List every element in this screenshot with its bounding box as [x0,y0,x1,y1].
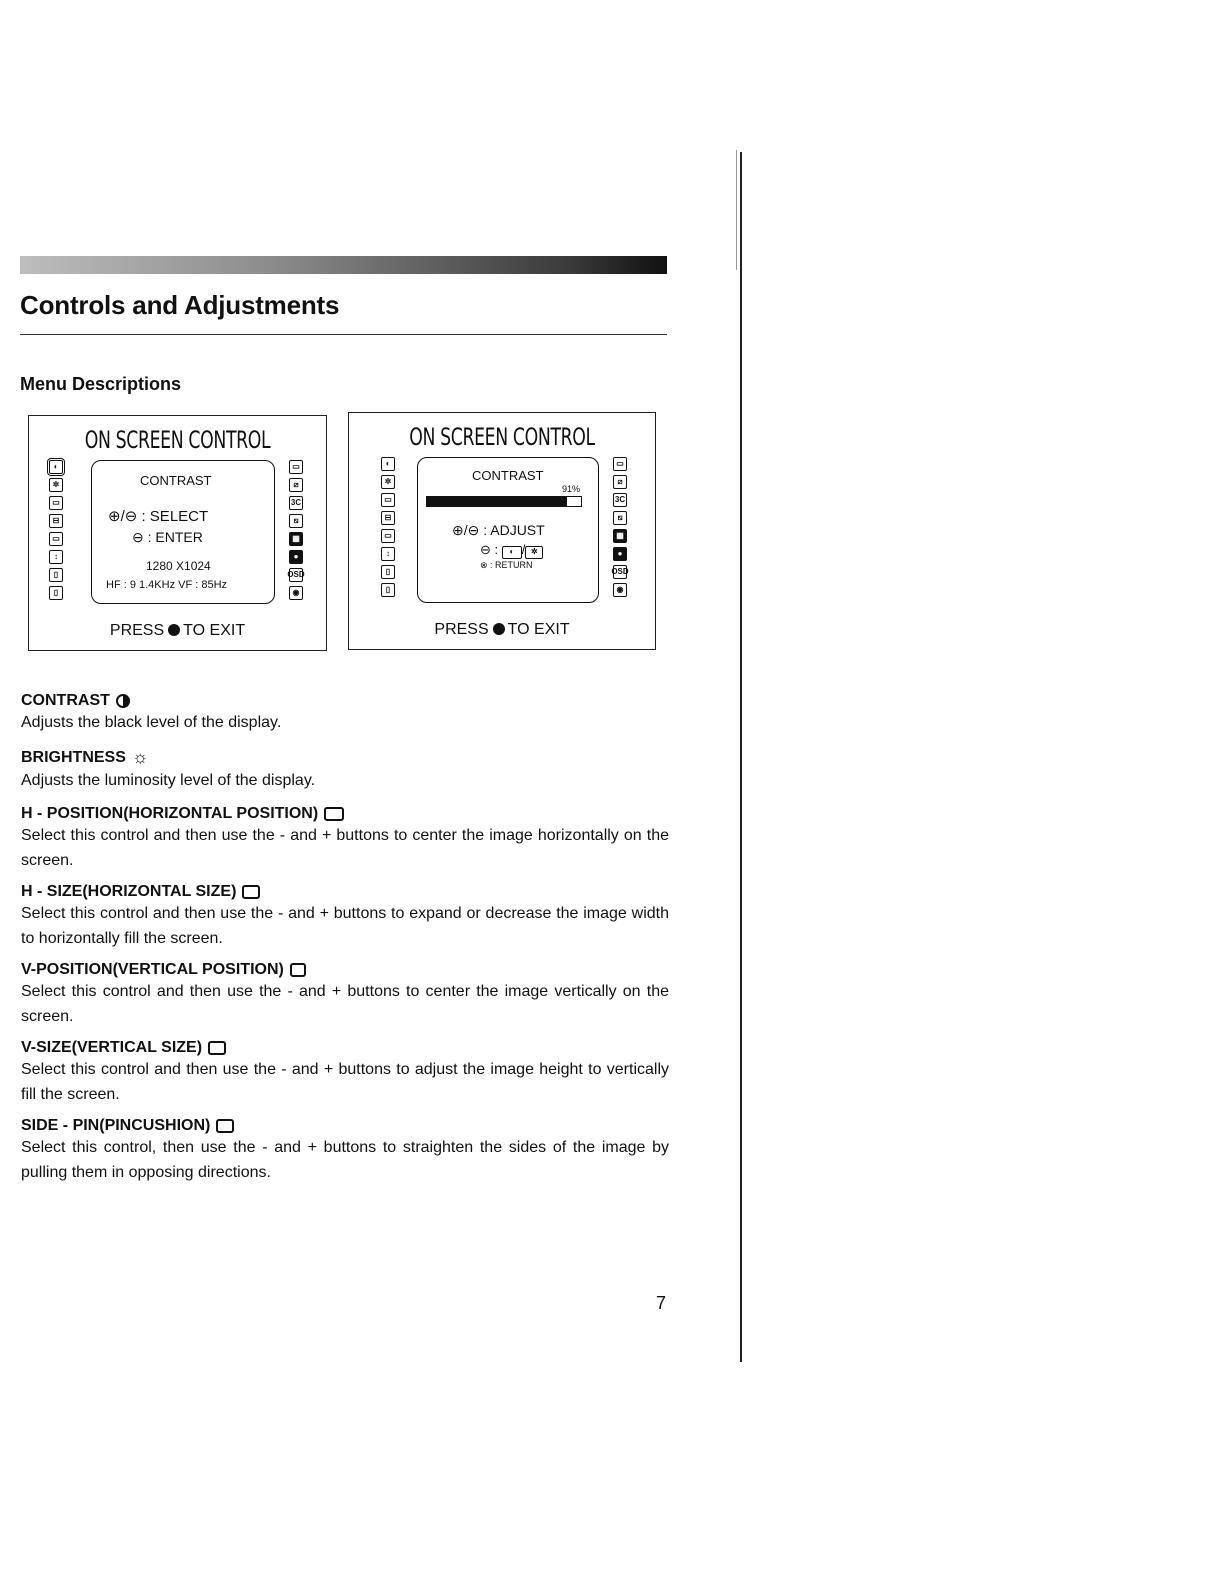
section-v-size [21,1039,669,1107]
exit-hint [349,621,655,639]
osd-info-box [91,460,275,604]
contrast-level-fill [427,497,567,506]
rotation-icon: ⧄ [289,478,303,492]
header-bar [20,256,667,274]
color-temp-icon: 3C [613,493,627,507]
h-size-icon: ⊟ [49,514,63,528]
section-heading: V-POSITION(VERTICAL POSITION) [21,961,284,978]
degauss-icon: ⧅ [289,514,303,528]
osd-menu-panel [28,415,327,651]
exit-button-icon [493,623,505,635]
section-text: Select this control, then use the - and + buttons to straighten the sides of the image by pulling them in opposing directions. [21,1139,669,1181]
h-size-icon: ⊟ [381,511,395,525]
v-position-icon: ▭ [49,532,63,546]
binding-line-faint [736,150,737,270]
v-position-icon [290,963,306,977]
osd-adjust-panel [348,412,656,650]
return-row: ⊗ : RETURN [480,560,533,570]
tilt-icon: ▭ [613,457,627,471]
osd-left-icons [381,457,395,597]
contrast-level-bar [426,496,582,507]
section-text: Select this control and then use the - and + buttons to expand or decrease the image width to horizontally fill the screen. [21,905,669,947]
section-heading: H - POSITION(HORIZONTAL POSITION) [21,805,319,822]
section-text: Adjusts the luminosity level of the display. [21,772,316,789]
resolution-readout: 1280 X1024 [146,559,211,573]
osd-item-label: CONTRAST [472,468,544,483]
brightness-icon: ✲ [49,478,63,492]
title-rule [20,334,667,335]
descriptions [21,692,669,1185]
language-icon: ◉ [289,586,303,600]
recall-icon: ● [613,547,627,561]
section-h-size [21,883,669,951]
degauss-icon: ⧅ [613,511,627,525]
section-contrast [21,692,669,735]
moire-icon: ▦ [613,529,627,543]
select-instruction: ⊕/⊖ : SELECT [108,508,209,525]
trapezoid-icon: ▯ [381,583,395,597]
exit-button-icon [168,624,180,636]
section-brightness [21,747,669,793]
osd-adjust-box [417,457,599,603]
exit-hint-press: PRESS [434,621,489,638]
section-heading: V-SIZE(VERTICAL SIZE) [21,1039,203,1056]
section-text: Select this control and then use the - and + buttons to center the image vertically on the screen. [21,983,669,1025]
osd-title: ON SCREEN CONTROL [84,426,271,454]
contrast-icon [116,694,130,708]
enter-instruction: ⊖ : ENTER [132,529,203,545]
return-label: RETURN [495,560,533,570]
percent-label: 91% [562,484,581,494]
brightness-toggle-icon: ✲ [525,546,543,559]
section-heading: CONTRAST [21,692,110,709]
section-heading: BRIGHTNESS [21,748,126,766]
h-position-icon: ▭ [49,496,63,510]
exit-hint-text: TO EXIT [507,621,570,638]
section-heading: H - SIZE(HORIZONTAL SIZE) [21,883,237,900]
section-side-pin [21,1117,669,1185]
h-size-icon [242,885,260,899]
section-subtitle: Menu Descriptions [20,374,182,394]
contrast-icon: ◐ [49,460,63,474]
page-title: Controls and Adjustments [20,290,340,320]
adjust-instruction: ⊕/⊖ : ADJUST [452,522,545,538]
exit-hint-text: TO EXIT [183,622,246,639]
pincushion-icon: ▯ [49,568,63,582]
osd-item-label: CONTRAST [140,473,212,488]
v-size-icon: ↕ [49,550,63,564]
tilt-icon: ▭ [289,460,303,474]
moire-icon: ▦ [289,532,303,546]
exit-hint [29,622,326,640]
section-h-position [21,805,669,873]
binding-line [740,152,742,1362]
pincushion-icon: ▯ [381,565,395,579]
osd-right-icons [613,457,627,597]
osd-right-icons [289,460,303,600]
contrast-toggle-icon: ◐ [502,546,522,559]
v-size-icon: ↕ [381,547,395,561]
toggle-row: ⊖ : ◐ / ✲ [480,542,543,559]
osd-icon: OSD [613,565,627,579]
h-position-icon [324,807,344,821]
trapezoid-icon: ▯ [49,586,63,600]
h-position-icon: ▭ [381,493,395,507]
section-heading: SIDE - PIN(PINCUSHION) [21,1117,211,1134]
brightness-icon: ☼ [131,747,149,767]
section-text: Select this control and then use the - and + buttons to adjust the image height to vertically fill the screen. [21,1061,669,1103]
osd-left-icons [49,460,63,600]
brightness-icon: ✲ [381,475,395,489]
color-temp-icon: 3C [289,496,303,510]
section-text: Adjusts the black level of the display. [21,714,282,731]
frequency-readout: HF : 9 1.4KHz VF : 85Hz [106,579,228,591]
rotation-icon: ⧄ [613,475,627,489]
osd-icon: OSD [289,568,303,582]
v-position-icon: ▭ [381,529,395,543]
page-number: 7 [656,1293,667,1313]
language-icon: ◉ [613,583,627,597]
pincushion-icon [216,1119,234,1133]
section-v-position [21,961,669,1029]
recall-icon: ● [289,550,303,564]
section-text: Select this control and then use the - and + buttons to center the image horizontally on the screen. [21,827,669,869]
exit-hint-press: PRESS [109,622,165,639]
osd-title: ON SCREEN CONTROL [409,423,595,451]
contrast-icon: ◐ [381,457,395,471]
v-size-icon [208,1041,226,1055]
